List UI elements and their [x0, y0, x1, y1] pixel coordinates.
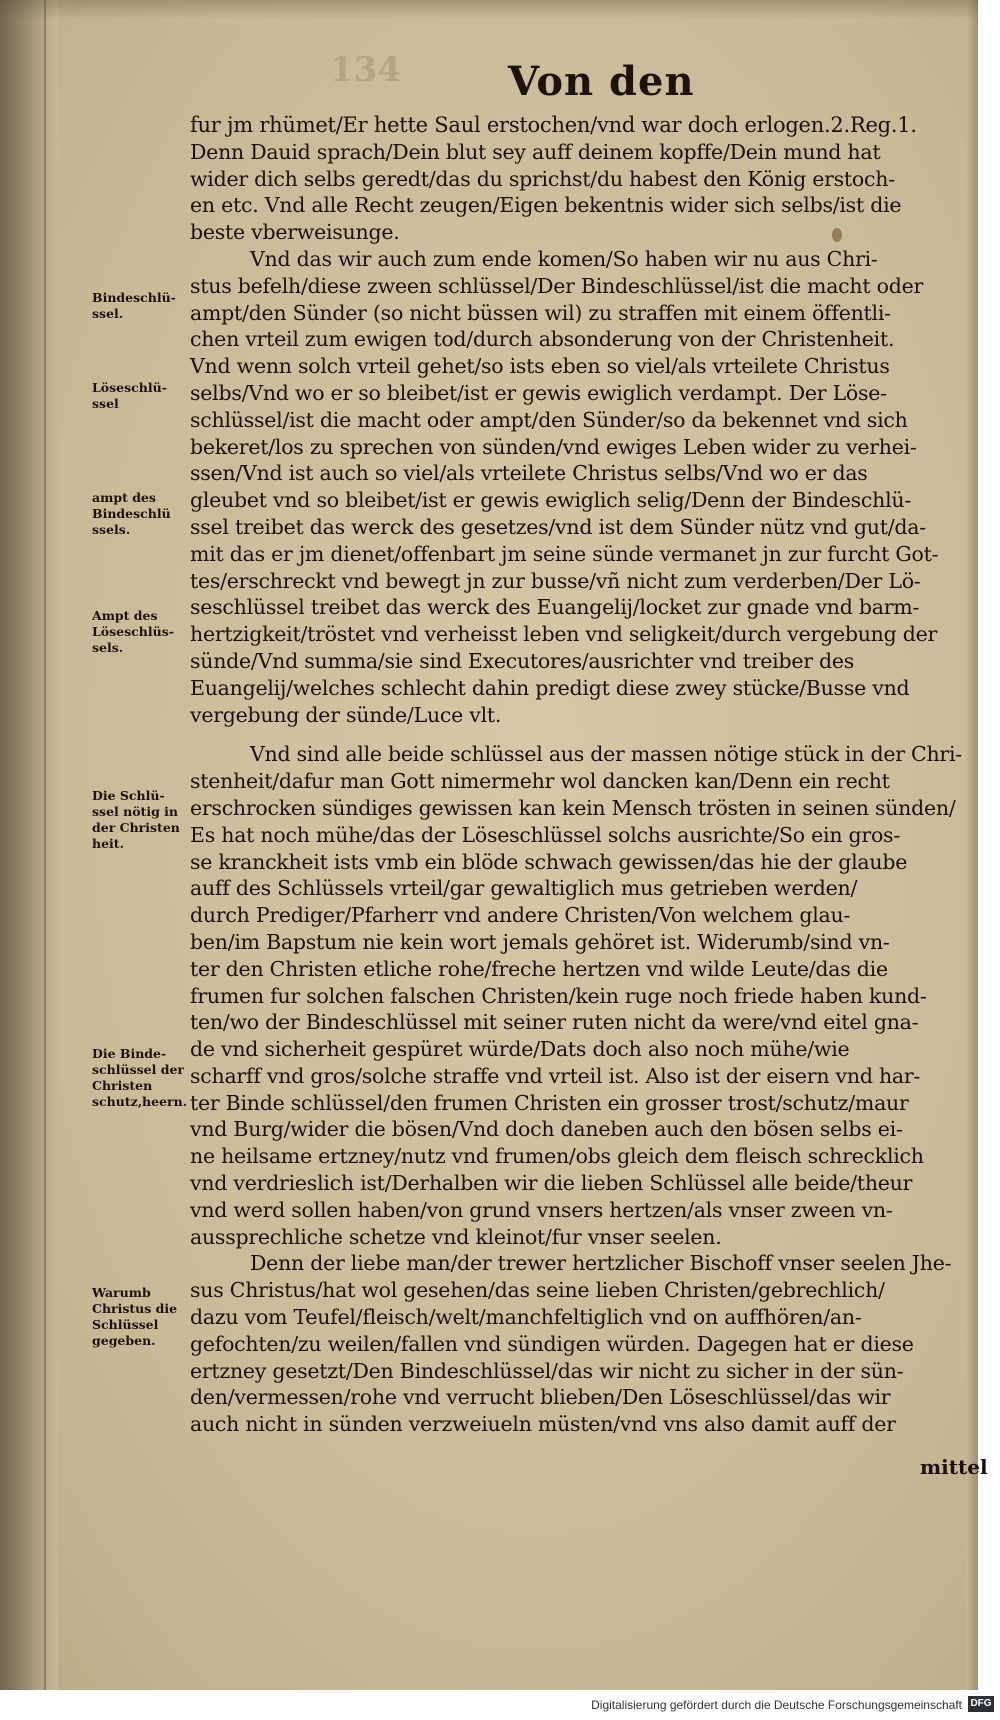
footer-bar: [0, 1690, 1000, 1720]
text-line: seschlüssel treibet das werck des Euangelij/locket zur gnade vnd barm-: [190, 595, 920, 620]
margin-note-line: Löseschlü-: [92, 380, 167, 395]
text-line: Denn der liebe man/der trewer hertzlicher Bischoff vnser seelen Jhe-: [250, 1251, 952, 1276]
text-line: hertzigkeit/tröstet vnd verheisst leben vnd seligkeit/durch vergebung der: [190, 622, 938, 647]
margin-note-line: schutz,heern.: [92, 1094, 188, 1109]
margin-note: [92, 490, 196, 538]
margin-note-line: heit.: [92, 836, 124, 851]
margin-note-line: Löseschlüs-: [92, 624, 174, 639]
text-line: se kranckheit ists vmb ein blöde schwach gewissen/das hie der glaube: [190, 849, 908, 874]
text-line: dazu vom Teufel/fleisch/welt/manchfeltiglich vnd on auffhören/an-: [190, 1305, 862, 1330]
catchword: mittel: [920, 1455, 988, 1479]
text-line: Vnd sind alle beide schlüssel aus der massen nötige stück in der Chri-: [250, 742, 962, 767]
text-line: en etc. Vnd alle Recht zeugen/Eigen bekentnis wider sich selbs/ist die: [190, 193, 902, 218]
margin-note-line: der Christen: [92, 820, 180, 835]
text-line: ssen/Vnd ist auch so viel/als vrteilete Christus selbs/Vnd wo er das: [190, 461, 868, 486]
margin-note: [92, 290, 196, 322]
margin-note: [92, 1285, 196, 1349]
text-line: ten/wo der Bindeschlüssel mit seiner ruten nicht da were/vnd eitel gna-: [190, 1010, 919, 1035]
text-line: vergebung der sünde/Luce vlt.: [190, 702, 502, 727]
text-line: Denn Dauid sprach/Dein blut sey auff deinem kopffe/Dein mund hat: [190, 139, 881, 164]
margin-note-line: gegeben.: [92, 1333, 156, 1348]
margin-note-line: Schlüssel: [92, 1317, 159, 1332]
text-line: ne heilsame ertzney/nutz vnd frumen/obs gleich dem fleisch schrecklich: [190, 1144, 924, 1169]
text-line: durch Prediger/Pfarherr vnd andere Christen/Von welchem glau-: [190, 903, 851, 928]
page-edge: [966, 0, 978, 1690]
text-line: gefochten/zu weilen/fallen vnd sündigen würden. Dagegen hat er diese: [190, 1331, 914, 1356]
text-line: den/vermessen/rohe vnd verrucht blieben/Den Löseschlüssel/das wir: [190, 1385, 891, 1410]
text-line: mit das er jm dienet/offenbart jm seine sünde vermanet jn zur furcht Got-: [190, 541, 939, 566]
page-top-shadow: [0, 0, 978, 20]
funding-credit: Digitalisierung gefördert durch die Deutsche Forschungsgemeinschaft: [591, 1698, 962, 1712]
margin-note-line: sels.: [92, 640, 124, 655]
text-line: stenheit/dafur man Gott nimermehr wol dancken kan/Denn ein recht: [190, 769, 890, 794]
text-line: sus Christus/hat wol gesehen/das seine lieben Christen/gebrechlich/: [190, 1278, 885, 1303]
text-line: frumen fur solchen falschen Christen/kein ruge noch friede haben kund-: [190, 983, 927, 1008]
text-line: ampt/den Sünder (so nicht büssen wil) zu straffen mit einem öffentli-: [190, 300, 891, 325]
text-line: sünde/Vnd summa/sie sind Executores/ausrichter vnd treiber des: [190, 648, 855, 673]
margin-note-line: Ampt des: [92, 608, 158, 623]
margin-note-line: Christus die: [92, 1301, 178, 1316]
text-line: Vnd wenn solch vrteil gehet/so ists eben so viel/als vrteilete Christus: [190, 354, 890, 379]
text-line: ertzney gesetzt/Den Bindeschlüssel/das wir nicht zu sicher in der sün-: [190, 1358, 904, 1383]
margin-note-line: Die Binde-: [92, 1046, 167, 1061]
text-line: bekeret/los zu sprechen von sünden/vnd ewiges Leben wider zu verhei-: [190, 434, 917, 459]
text-line: Es hat noch mühe/das der Löseschlüssel solchs ausrichte/So ein gros-: [190, 822, 900, 847]
text-line: ter den Christen etliche rohe/freche hertzen vnd wilde Leute/das die: [190, 956, 888, 981]
margin-note-line: ssel: [92, 396, 119, 411]
margin-note: [92, 1046, 196, 1110]
margin-note-line: Bindeschlü: [92, 506, 171, 521]
margin-note-line: Die Schlü-: [92, 788, 165, 803]
margin-note-line: ssels.: [92, 522, 131, 537]
text-line: aussprechliche schetze vnd kleinot/fur vnser seelen.: [190, 1224, 722, 1249]
margin-note: [92, 608, 196, 656]
book-gutter: [0, 0, 58, 1690]
text-line: selbs/Vnd wo er so bleibet/ist er gewis ewiglich verdampt. Der Löse-: [190, 380, 887, 405]
text-line: vnd Burg/wider die bösen/Vnd doch daneben auch den bösen selbs ei-: [190, 1117, 903, 1142]
margin-note-line: ampt des: [92, 490, 156, 505]
margin-note-line: Bindeschlü-: [92, 290, 176, 305]
text-line: auff des Schlüssels vrteil/gar gewaltiglich mus getrieben werden/: [190, 876, 858, 901]
body-text: [190, 112, 965, 1438]
text-line: beste vberweisunge.: [190, 220, 400, 245]
text-line: tes/erschreckt vnd bewegt jn zur busse/vñ nicht zum verderben/Der Lö-: [190, 568, 921, 593]
running-head: Von den: [508, 58, 695, 105]
text-line: scharff vnd gros/solche straffe vnd vrteil ist. Also ist der eisern vnd har-: [190, 1063, 921, 1088]
margin-note: [92, 380, 196, 412]
text-line: vnd verdrieslich ist/Derhalben wir die lieben Schlüssel alle beide/theur: [190, 1171, 913, 1196]
text-line: wider dich selbs geredt/das du sprichst/du habest den König erstoch-: [190, 166, 895, 191]
text-line: Euangelij/welches schlecht dahin predigt diese zwey stücke/Busse vnd: [190, 675, 910, 700]
text-line: Vnd das wir auch zum ende komen/So haben wir nu aus Chri-: [250, 246, 878, 271]
text-line: stus befelh/diese zween schlüssel/Der Bindeschlüssel/ist die macht oder: [190, 273, 924, 298]
margin-note-line: ssel nötig in: [92, 804, 179, 819]
text-line: ter Binde schlüssel/den frumen Christen ein grosser trost/schutz/maur: [190, 1090, 909, 1115]
gutter-fold: [44, 0, 46, 1690]
dfg-logo: DFG: [968, 1696, 994, 1712]
text-line: vnd werd sollen haben/von grund vnsers hertzen/als vnser zween vn-: [190, 1197, 893, 1222]
text-line: ben/im Bapstum nie kein wort jemals gehöret ist. Widerumb/sind vn-: [190, 929, 890, 954]
margin-note: [92, 788, 196, 852]
text-line: chen vrteil zum ewigen tod/durch absonderung von der Christenheit.: [190, 327, 895, 352]
text-line: ssel treibet das werck des gesetzes/vnd ist dem Sünder nütz vnd gut/da-: [190, 514, 926, 539]
margin-note-line: Christen: [92, 1078, 153, 1093]
bleed-through-page-number: 134: [330, 50, 401, 90]
text-line: auch nicht in sünden verzweiueln müsten/vnd vns also damit auff der: [190, 1412, 896, 1437]
text-line: fur jm rhümet/Er hette Saul erstochen/vnd war doch erlogen.2.Reg.1.: [190, 113, 917, 137]
text-line: schlüssel/ist die macht oder ampt/den Sünder/so da bekennet vnd sich: [190, 407, 908, 432]
margin-note-line: Warumb: [92, 1285, 151, 1300]
margin-note-line: ssel.: [92, 306, 124, 321]
text-line: de vnd sicherheit gespüret würde/Dats doch also noch mühe/wie: [190, 1037, 850, 1062]
margin-note-line: schlüssel der: [92, 1062, 184, 1077]
text-line: erschrocken sündiges gewissen kan kein Mensch trösten in seinen sünden/: [190, 795, 956, 820]
text-line: gleubet vnd so bleibet/ist er gewis ewiglich selig/Denn der Bindeschlü-: [190, 488, 912, 513]
